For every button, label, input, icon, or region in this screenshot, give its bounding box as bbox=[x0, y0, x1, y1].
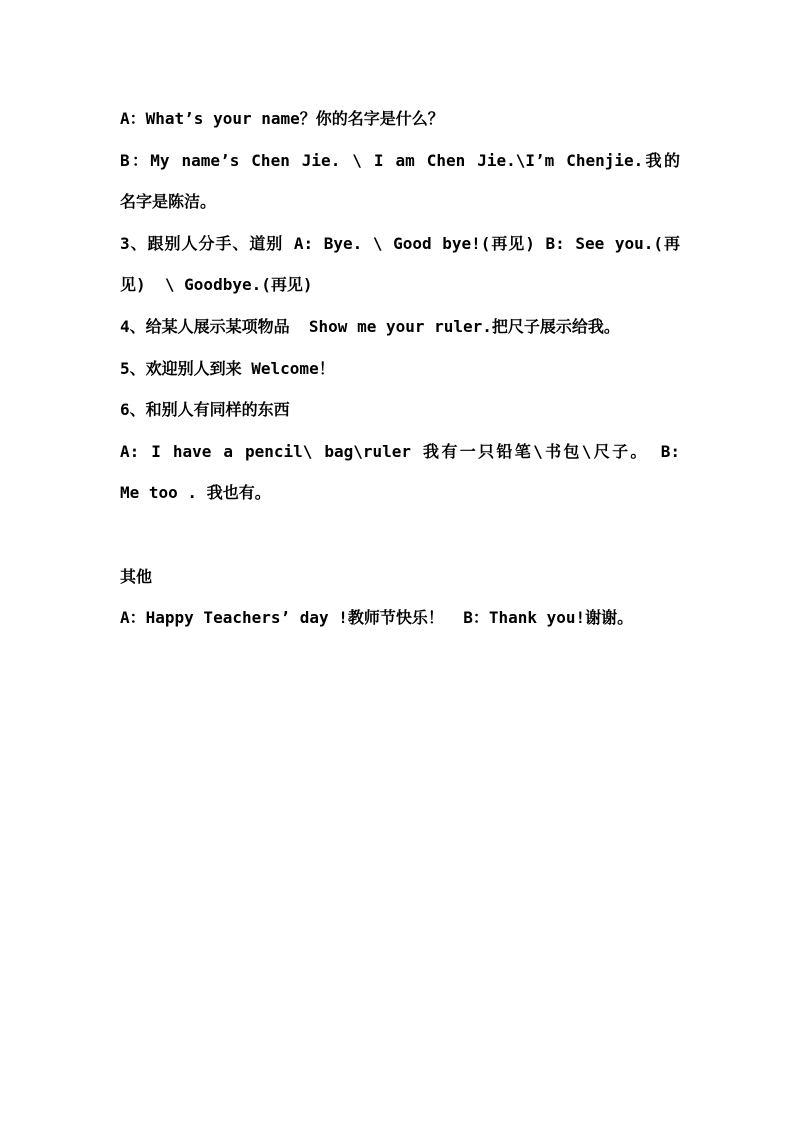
dialogue-line-answer-name-cont: 名字是陈洁。 bbox=[120, 192, 217, 212]
dialogue-line-teachers-day: A：Happy Teachers’ day !教师节快乐！ B：Thank you!谢谢。 bbox=[120, 608, 634, 628]
section-3-goodbye: 3、跟别人分手、道别 A: Bye. \ Good bye!(再见) B: See you.(再 bbox=[120, 233, 680, 253]
section-other-heading: 其他 bbox=[120, 566, 153, 586]
section-5-welcome: 5、欢迎别人到来 Welcome！ bbox=[120, 358, 335, 378]
section-4-show-item: 4、给某人展示某项物品 Show me your ruler.把尺子展示给我。 bbox=[120, 316, 620, 336]
section-6-same-thing: 6、和别人有同样的东西 bbox=[120, 400, 290, 420]
section-3-goodbye-cont: 见) \ Goodbye.(再见) bbox=[120, 275, 313, 295]
paragraph-gap bbox=[120, 514, 680, 556]
document-body bbox=[120, 98, 680, 639]
dialogue-line-ask-name: A：What’s your name？你的名字是什么？ bbox=[120, 109, 444, 128]
dialogue-line-me-too: Me too . 我也有。 bbox=[120, 483, 271, 503]
dialogue-line-answer-name: B：My name’s Chen Jie. \ I am Chen Jie.\I’m Chenjie.我的 bbox=[120, 150, 680, 170]
dialogue-line-have-pencil: A: I have a pencil\ bag\ruler 我有一只铅笔\书包\尺子。 B: bbox=[120, 441, 680, 461]
